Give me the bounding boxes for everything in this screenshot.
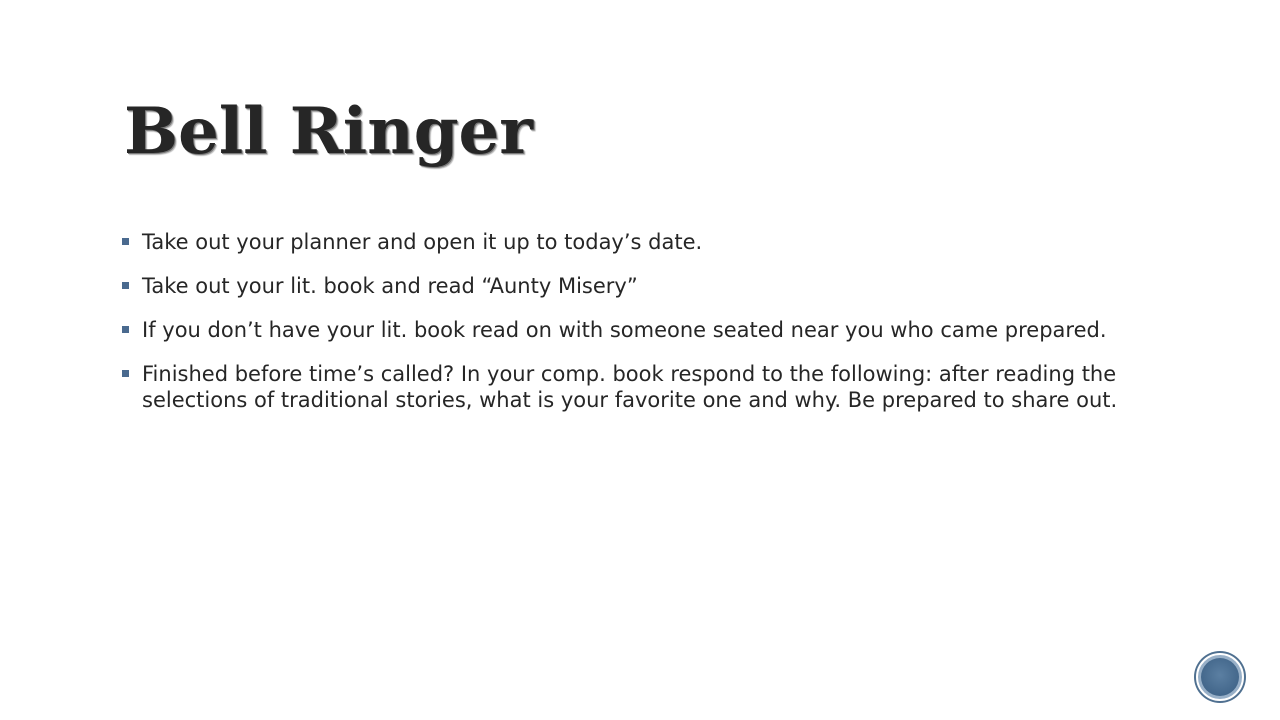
circle-nav-icon xyxy=(1201,658,1239,696)
square-bullet-icon xyxy=(122,238,129,245)
bullet-item xyxy=(122,361,1142,413)
bullet-text: Finished before time’s called? In your comp. book respond to the following: after reading the selections of traditional stories, what is your favorite one and why. Be prepared to share out. xyxy=(142,362,1118,412)
bullet-text: Take out your lit. book and read “Aunty Misery” xyxy=(142,274,638,298)
bullet-text: If you don’t have your lit. book read on with someone seated near you who came prepared. xyxy=(142,318,1107,342)
bullet-list xyxy=(122,229,1142,431)
square-bullet-icon xyxy=(122,370,129,377)
square-bullet-icon xyxy=(122,326,129,333)
slide-nav-button[interactable] xyxy=(1196,653,1244,701)
square-bullet-icon xyxy=(122,282,129,289)
slide-title: Bell Ringer xyxy=(124,94,533,169)
bullet-item xyxy=(122,229,1142,255)
bullet-item xyxy=(122,273,1142,299)
bullet-text: Take out your planner and open it up to today’s date. xyxy=(142,230,703,254)
bullet-item xyxy=(122,317,1142,343)
